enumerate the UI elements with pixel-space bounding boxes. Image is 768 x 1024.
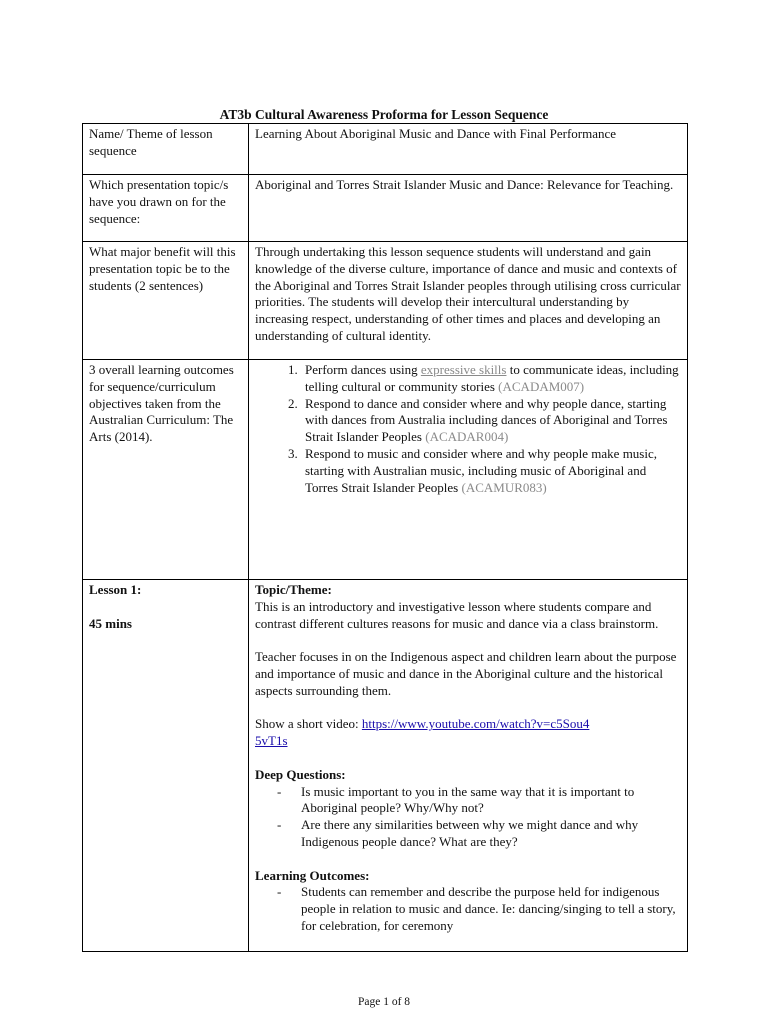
list-item: - Students can remember and describe the purpose held for indigenous people in relation to music and dance. Ie: dancing/singing to tell a story, for celebration, for ceremony [301, 884, 681, 934]
lesson-number: Lesson 1: [89, 582, 142, 597]
presentation-value: Aboriginal and Torres Strait Islander Music and Dance: Relevance for Teaching. [255, 177, 674, 192]
presentation-label: Which presentation topic/s have you drawn on for the sequence: [89, 177, 229, 226]
label-cell [83, 580, 249, 952]
list-item: - Are there any similarities between why we might dance and why Indigenous people dance? What are they? [301, 817, 681, 851]
lesson-intro: This is an introductory and investigative lesson where students compare and contrast different cultures reasons for music and dance via a class brainstorm. [255, 598, 659, 631]
deep-questions-list [255, 784, 681, 851]
proforma-table [82, 123, 688, 952]
benefit-label: What major benefit will this presentation topic be to the students (2 sentences) [89, 244, 236, 293]
learning-outcomes-list [255, 884, 681, 934]
lesson-focus: Teacher focuses in on the Indigenous aspect and children learn about the purpose and importance of music and dance in the Aboriginal culture and the historical aspects surrounding them. [255, 649, 677, 698]
value-cell [249, 124, 688, 175]
label-cell [83, 124, 249, 175]
topic-heading: Topic/Theme: [255, 582, 332, 597]
label-cell [83, 175, 249, 242]
deep-questions-heading: Deep Questions: [255, 766, 346, 782]
outcomes-label: 3 overall learning outcomes for sequence/curriculum objectives taken from the Australian Curriculum: The Arts (2014). [89, 362, 234, 445]
value-cell [249, 175, 688, 242]
curriculum-code-link[interactable]: (ACADAM007) [498, 378, 585, 394]
outcome-item: 1. Perform dances using expressive skills to communicate ideas, including telling cultural or community stories (ACADAM007) [301, 362, 681, 396]
row-presentation [83, 175, 688, 242]
name-theme-value: Learning About Aboriginal Music and Dance with Final Performance [255, 126, 617, 141]
lesson-duration: 45 mins [89, 615, 132, 631]
value-cell [249, 360, 688, 580]
row-outcomes [83, 360, 688, 580]
value-cell [249, 242, 688, 360]
video-link[interactable]: https://www.youtube.com/watch?v=c5Sou45vT1s [255, 716, 590, 749]
value-cell [249, 580, 688, 952]
row-name-theme [83, 124, 688, 175]
benefit-value: Through undertaking this lesson sequence students will understand and gain knowledge of the diverse culture, importance of dance and music and contexts of the Aboriginal and Torres Strait Islander peoples through utilising cross curricular priorities. The students will develop their intercultural understanding by increasing respect, understanding of other times and places and developing an understanding of cultural identity. [255, 244, 681, 343]
curriculum-code-link[interactable]: (ACAMUR083) [461, 479, 547, 495]
page-number: Page 1 of 8 [357, 996, 411, 1008]
curriculum-code-link[interactable]: (ACADAR004) [425, 429, 509, 445]
label-cell [83, 360, 249, 580]
expressive-skills-link[interactable]: expressive skills [420, 362, 507, 377]
row-benefit [83, 242, 688, 360]
outcome-item: 2. Respond to dance and consider where and why people dance, starting with dances from Australia including dances of Aboriginal and Torres Strait Islander Peoples (ACADAR004) [301, 396, 681, 446]
name-theme-label: Name/ Theme of lesson sequence [89, 126, 213, 158]
label-cell [83, 242, 249, 360]
document-title: AT3b Cultural Awareness Proforma for Lesson Sequence [219, 107, 549, 122]
outcomes-list [255, 360, 681, 496]
video-line: Show a short video: https://www.youtube.com/watch?v=c5Sou45vT1s [255, 716, 590, 749]
learning-outcomes-heading: Learning Outcomes: [255, 867, 370, 883]
row-lesson-1 [83, 580, 688, 952]
list-item: - Is music important to you in the same way that it is important to Aboriginal people? Why/Why not? [301, 784, 681, 818]
outcome-item: 3. Respond to music and consider where and why people make music, starting with Australian music, including music of Aboriginal and Torres Strait Islander Peoples (ACAMUR083) [301, 446, 681, 496]
